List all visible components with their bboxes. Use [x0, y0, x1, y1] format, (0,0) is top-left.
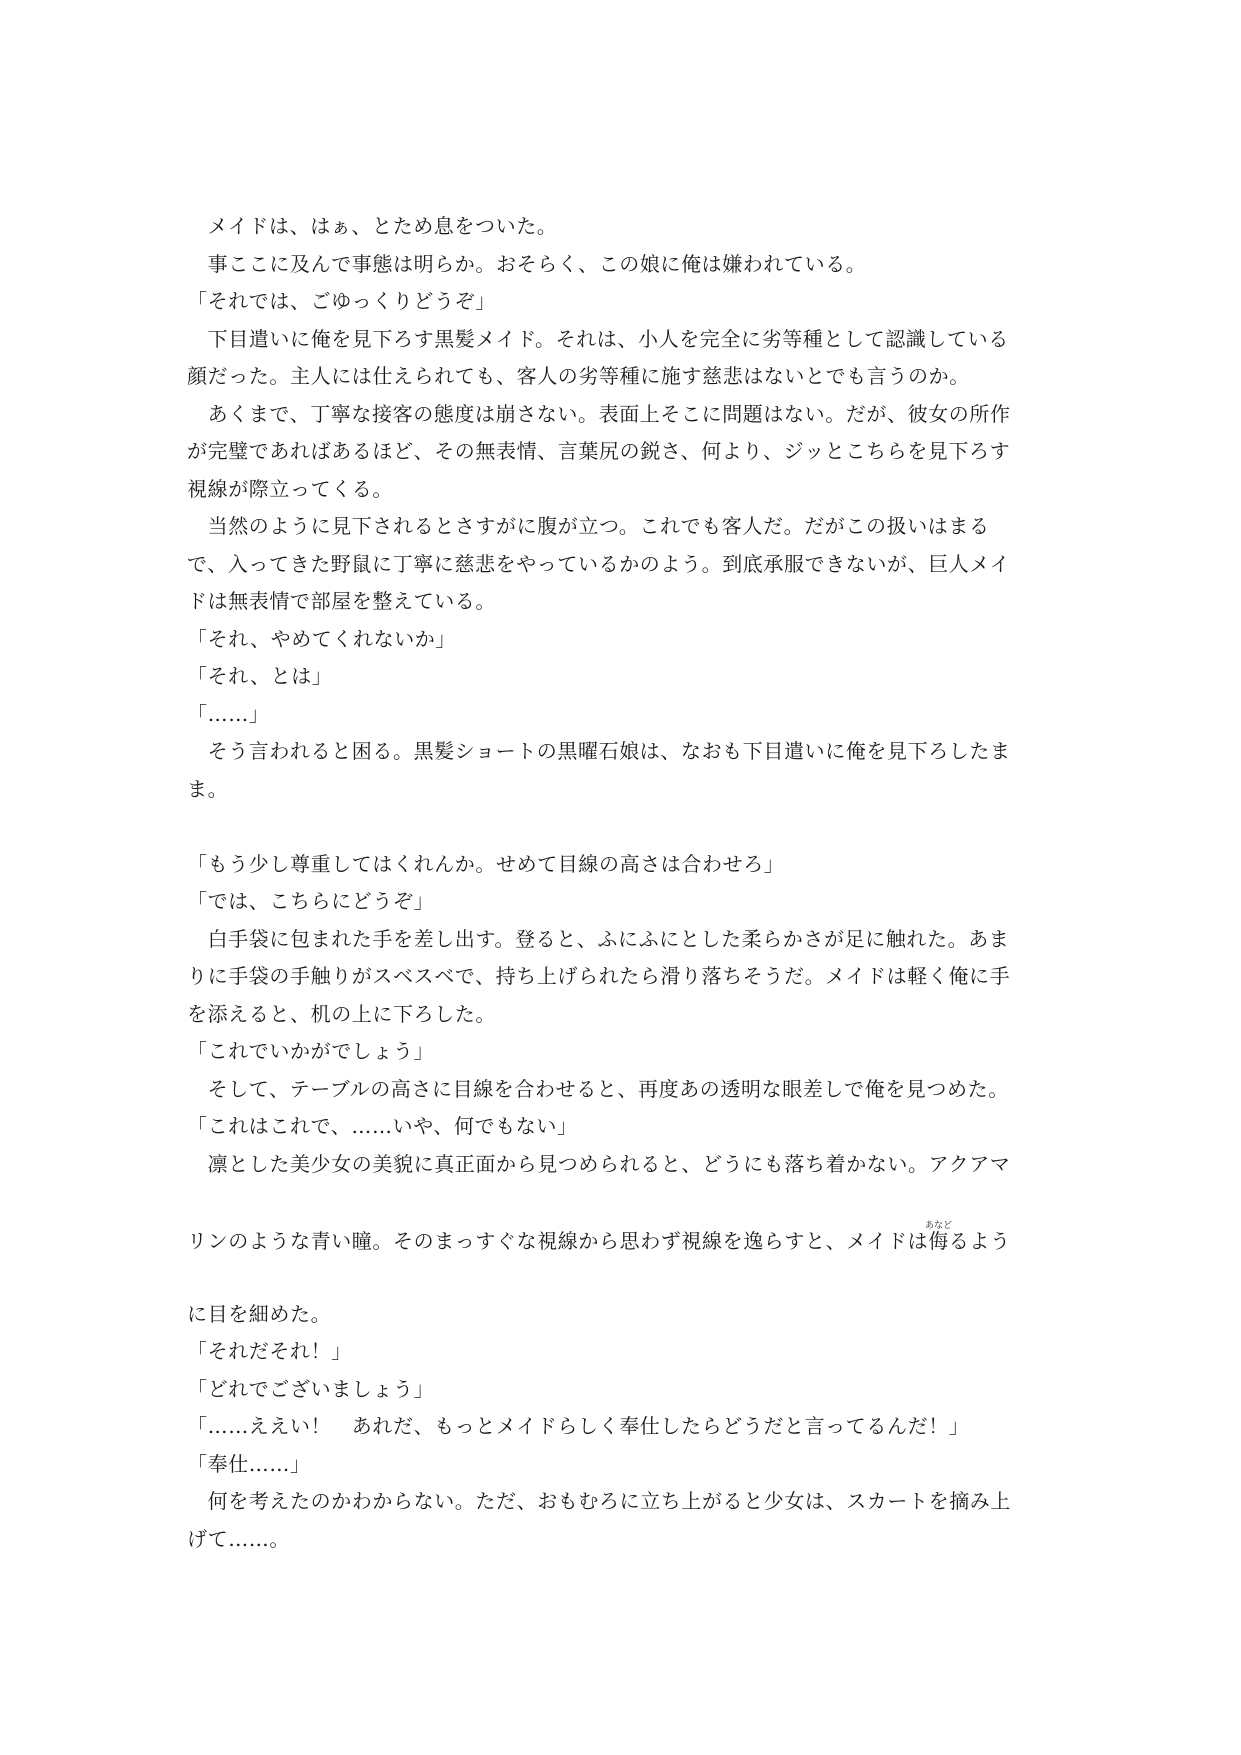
- narration-line: を添えると、机の上に下ろした。: [187, 1001, 496, 1026]
- dialogue-line: 「奉仕……」: [187, 1451, 311, 1476]
- dialogue-line: 「……」: [187, 701, 270, 726]
- dialogue-line: 「それだそれ！」: [187, 1339, 352, 1363]
- dialogue-line: 「これでいかがでしょう」: [187, 1039, 435, 1063]
- document-page: [187, 208, 1067, 1558]
- narration-line: そう言われると困る。黒髪ショートの黒曜石娘は、なおも下目遣いに俺を見下ろしたま: [187, 739, 1011, 763]
- dialogue-line: 「……ええい！ あれだ、もっとメイドらしく奉仕したらどうだと言ってるんだ！」: [187, 1414, 970, 1438]
- dialogue-line: 「では、こちらにどうぞ」: [187, 889, 435, 913]
- ruby-base: 侮: [925, 1228, 953, 1253]
- narration-line: 事ここに及んで事態は明らか。おそらく、この娘に俺は嫌われている。: [187, 251, 867, 276]
- ruby-spacer: [187, 1258, 1067, 1296]
- narration-line: に目を細めた。: [187, 1301, 332, 1326]
- narration-line: りに手袋の手触りがスベスベで、持ち上げられたら滑り落ちそうだ。メイドは軽く俺に手: [187, 964, 1011, 988]
- narration-line: 白手袋に包まれた手を差し出す。登ると、ふにふにとした柔らかさが足に触れた。あま: [187, 926, 1010, 951]
- ruby-reading: あなど: [925, 1220, 953, 1231]
- narration-line: そして、テーブルの高さに目線を合わせると、再度あの透明な眼差しで俺を見つめた。: [187, 1076, 1009, 1101]
- narration-line: あくまで、丁寧な接客の態度は崩さない。表面上そこに問題はない。だが、彼女の所作: [187, 401, 1011, 426]
- narration-line: ドは無表情で部屋を整えている。: [187, 589, 496, 613]
- text-block-1: [187, 208, 1067, 1183]
- narration-line: メイドは、はぁ、とため息をついた。: [187, 214, 558, 238]
- blank-line: [187, 808, 1067, 846]
- ruby-annotation: [925, 1220, 953, 1253]
- narration-line: 下目遣いに俺を見下ろす黒髪メイド。それは、小人を完全に劣等種として認識している: [187, 326, 1009, 351]
- ruby-spacer: [187, 1183, 1067, 1221]
- dialogue-line: 「それ、やめてくれないか」: [187, 626, 456, 651]
- dialogue-line: 「どれでございましょう」: [187, 1376, 435, 1401]
- dialogue-line: 「それ、とは」: [187, 664, 333, 688]
- narration-line: 凛とした美少女の美貌に真正面から見つめられると、どうにも落ち着かない。アクアマ: [187, 1151, 1011, 1176]
- narration-line: 当然のように見下されるとさすがに腹が立つ。これでも客人だ。だがこの扱いはまる: [187, 514, 990, 538]
- ruby-narration-line: [187, 1221, 1067, 1259]
- dialogue-line: 「それでは、ごゆっくりどうぞ」: [187, 289, 496, 313]
- narration-line: ま。: [187, 776, 229, 801]
- narration-line: で、入ってきた野鼠に丁寧に慈悲をやっているかのよう。到底承服できないが、巨人メイ: [187, 551, 1011, 576]
- ruby-line-before: リンのような青い瞳。そのまっすぐな視線から思わず視線を逸らすと、メイドは: [187, 1228, 929, 1253]
- narration-line: げて……。: [187, 1526, 290, 1551]
- text-block-2: [187, 1296, 1067, 1559]
- narration-line: が完璧であればあるほど、その無表情、言葉尻の鋭さ、何より、ジッとこちらを見下ろす: [187, 439, 1011, 463]
- dialogue-line: 「もう少し尊重してはくれんか。せめて目線の高さは合わせろ」: [187, 851, 785, 876]
- narration-line: 視線が際立ってくる。: [187, 476, 393, 501]
- ruby-line-after: るよう: [948, 1228, 1011, 1253]
- narration-line: 何を考えたのかわからない。ただ、おもむろに立ち上がると少女は、スカートを摘み上: [187, 1489, 1011, 1513]
- dialogue-line: 「これはこれで、……いや、何でもない」: [187, 1114, 578, 1138]
- narration-line: 顔だった。主人には仕えられても、客人の劣等種に施す慈悲はないとでも言うのか。: [187, 364, 970, 388]
